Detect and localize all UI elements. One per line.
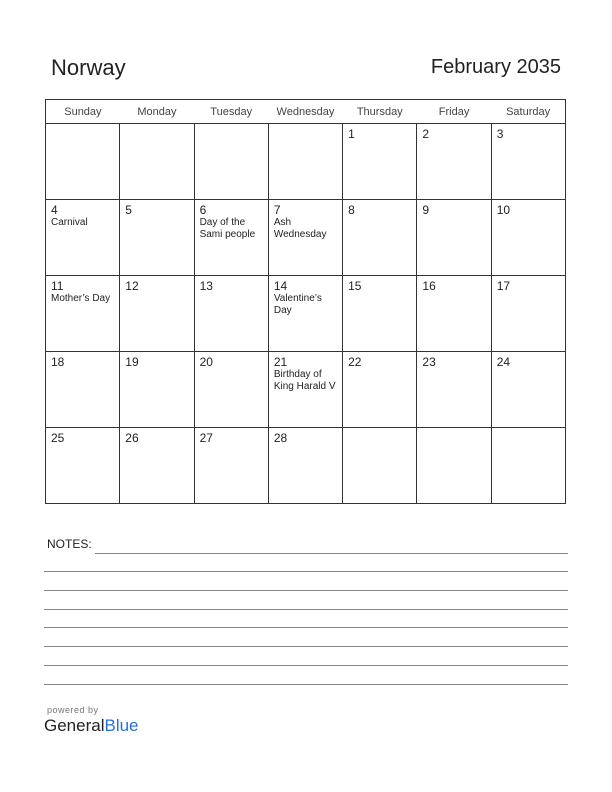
day-number: 21 (273, 355, 288, 369)
day-cell (46, 352, 120, 428)
day-cell (46, 428, 120, 504)
day-number: 23 (422, 355, 436, 369)
notes-line (95, 553, 568, 554)
day-number: 15 (348, 279, 362, 293)
day-cell (46, 276, 120, 352)
notes-line (44, 665, 568, 666)
day-event: Mother’s Day (51, 293, 111, 304)
day-cell (194, 428, 268, 504)
day-number: 11 (51, 279, 64, 293)
day-event: Birthday of King Harald V (273, 369, 336, 392)
day-cell (417, 352, 491, 428)
country-title: Norway (51, 55, 126, 80)
week-row (46, 124, 566, 200)
day-cell (491, 200, 565, 276)
day-cell (268, 124, 342, 200)
brand-blue: Blue (104, 716, 139, 735)
day-number: 26 (125, 431, 139, 445)
week-row (46, 276, 566, 352)
day-cell (491, 276, 565, 352)
day-number: 9 (422, 203, 430, 217)
day-number: 18 (51, 355, 65, 369)
day-cell (343, 200, 417, 276)
weekday-monday: Monday (120, 100, 194, 124)
day-cell (194, 276, 268, 352)
week-row (46, 428, 566, 504)
notes-line (44, 609, 568, 610)
day-cell (194, 200, 268, 276)
brand-general: General (44, 716, 105, 735)
day-number: 17 (496, 279, 511, 293)
day-number: 19 (125, 355, 139, 369)
notes-line (44, 627, 568, 628)
generalblue-logo[interactable] (44, 716, 139, 736)
weekday-sunday: Sunday (46, 100, 120, 124)
week-row (46, 352, 566, 428)
weekday-friday: Friday (417, 100, 491, 124)
day-event: Day of the Sami people (199, 217, 256, 240)
calendar-grid (45, 99, 566, 504)
day-cell (417, 276, 491, 352)
day-cell (120, 428, 194, 504)
day-number: 20 (199, 355, 213, 369)
day-number: 25 (51, 431, 65, 445)
day-number: 3 (496, 127, 504, 141)
day-number: 12 (125, 279, 139, 293)
day-event: Valentine’s Day (273, 293, 322, 316)
day-cell (491, 428, 565, 504)
day-cell (417, 428, 491, 504)
weekday-header-row (46, 100, 566, 124)
day-cell (268, 352, 342, 428)
day-number: 16 (422, 279, 436, 293)
day-cell (491, 124, 565, 200)
weekday-tuesday: Tuesday (194, 100, 268, 124)
day-cell (46, 200, 120, 276)
day-cell (120, 200, 194, 276)
day-number: 4 (51, 203, 58, 217)
day-number: 22 (348, 355, 362, 369)
day-number: 1 (348, 127, 355, 141)
day-cell (417, 124, 491, 200)
week-row (46, 200, 566, 276)
day-number: 2 (422, 127, 430, 141)
notes-line (44, 684, 568, 685)
day-cell (491, 352, 565, 428)
day-cell (268, 428, 342, 504)
day-event: Ash Wednesday (273, 217, 327, 240)
day-number: 7 (273, 203, 281, 217)
day-event: Carnival (51, 217, 88, 228)
day-number: 5 (125, 203, 132, 217)
notes-line (44, 590, 568, 591)
day-cell (194, 124, 268, 200)
notes-line (44, 571, 568, 572)
day-cell (120, 352, 194, 428)
day-cell (417, 200, 491, 276)
weekday-saturday: Saturday (491, 100, 565, 124)
month-title: February 2035 (430, 56, 561, 78)
notes-line (44, 646, 568, 647)
notes-label: NOTES: (47, 537, 92, 551)
day-number: 8 (348, 203, 355, 217)
powered-by-text: powered by (47, 705, 99, 715)
day-cell (120, 276, 194, 352)
day-number: 24 (496, 355, 511, 369)
day-cell (194, 352, 268, 428)
day-number: 27 (199, 431, 213, 445)
day-cell (268, 200, 342, 276)
day-cell (343, 124, 417, 200)
day-cell (343, 428, 417, 504)
day-cell (120, 124, 194, 200)
day-number: 13 (199, 279, 213, 293)
day-cell (343, 276, 417, 352)
day-cell (268, 276, 342, 352)
day-number: 14 (273, 279, 288, 293)
day-number: 6 (199, 203, 207, 217)
day-cell (343, 352, 417, 428)
day-cell (46, 124, 120, 200)
day-number: 10 (496, 203, 511, 217)
weekday-thursday: Thursday (343, 100, 417, 124)
day-number: 28 (273, 431, 288, 445)
weekday-wednesday: Wednesday (268, 100, 342, 124)
